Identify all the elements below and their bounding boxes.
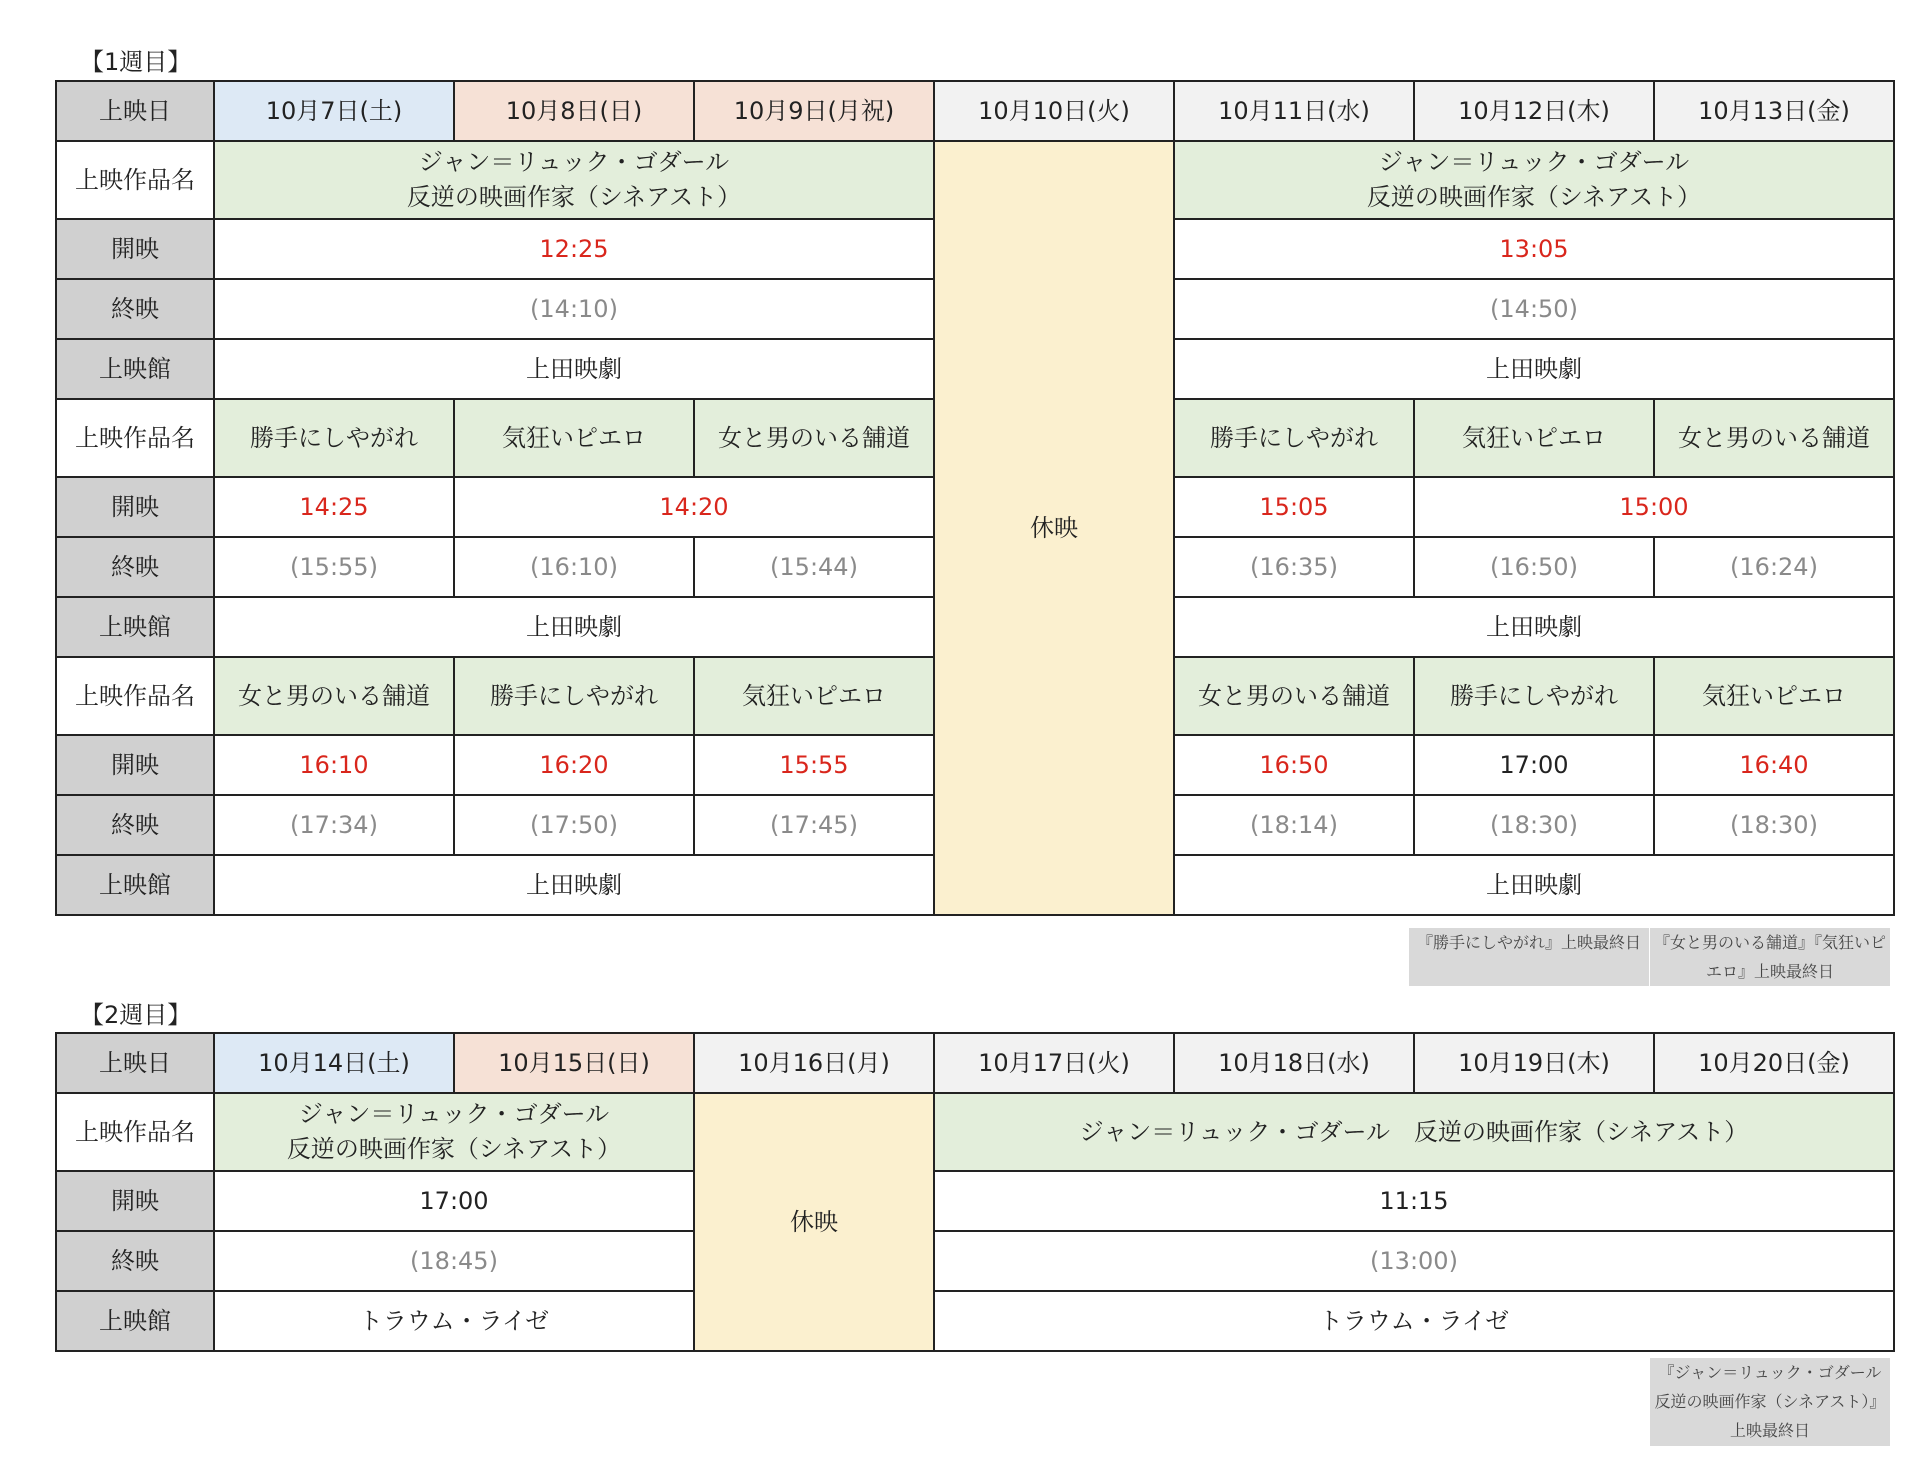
- day-header: 10月17日(火): [934, 1033, 1174, 1093]
- day-header: 10月12日(木): [1414, 81, 1654, 141]
- end-time: (15:44): [694, 537, 934, 597]
- film-title-cell: 気狂いピエロ: [1414, 399, 1654, 477]
- film-title-cell: [1174, 141, 1894, 219]
- start-row: [56, 1171, 1894, 1231]
- end-time: (16:50): [1414, 537, 1654, 597]
- film-title-cell: 勝手にしやがれ: [1174, 399, 1414, 477]
- venue-label: 上映館: [56, 597, 214, 657]
- end-label: 終映: [56, 795, 214, 855]
- end-time: (14:10): [214, 279, 934, 339]
- venue-name: 上田映劇: [214, 855, 934, 915]
- end-row: [56, 1231, 1894, 1291]
- venue-name: トラウム・ライゼ: [934, 1291, 1894, 1351]
- film-title-cell: [214, 141, 934, 219]
- final-day-note: 『勝手にしやがれ』上映最終日: [1409, 928, 1649, 986]
- date-header-label: 上映日: [56, 81, 214, 141]
- film-title-label: 上映作品名: [56, 141, 214, 219]
- start-time: 15:00: [1414, 477, 1894, 537]
- film-title-cell: ジャン＝リュック・ゴダール 反逆の映画作家（シネアスト）: [934, 1093, 1894, 1171]
- week2-schedule-table: [55, 1032, 1895, 1352]
- film-title-line: ジャン＝リュック・ゴダール: [418, 148, 730, 177]
- film-title-cell: 女と男のいる舗道: [694, 399, 934, 477]
- start-label: 開映: [56, 477, 214, 537]
- start-time: 16:50: [1174, 735, 1414, 795]
- start-label: 開映: [56, 219, 214, 279]
- venue-name: 上田映劇: [214, 597, 934, 657]
- film-row: [56, 1093, 1894, 1171]
- film-title-cell: 女と男のいる舗道: [1654, 399, 1894, 477]
- end-time: (18:14): [1174, 795, 1414, 855]
- film-title-cell: 勝手にしやがれ: [454, 657, 694, 735]
- week1-date-header-row: [56, 81, 1894, 141]
- film-title-line: 反逆の映画作家（シネアスト）: [1366, 183, 1702, 211]
- day-header: 10月18日(水): [1174, 1033, 1414, 1093]
- film-title-cell: 女と男のいる舗道: [1174, 657, 1414, 735]
- start-time: 15:55: [694, 735, 934, 795]
- film-title-cell: 気狂いピエロ: [694, 657, 934, 735]
- film-title-cell: [214, 1093, 694, 1171]
- end-time: (18:30): [1654, 795, 1894, 855]
- final-day-note: 『ジャン＝リュック・ゴダール 反逆の映画作家（シネアスト）』上映最終日: [1650, 1358, 1890, 1446]
- end-time: (16:35): [1174, 537, 1414, 597]
- film-title-label: 上映作品名: [56, 657, 214, 735]
- day-header: 10月16日(月): [694, 1033, 934, 1093]
- venue-name: 上田映劇: [214, 339, 934, 399]
- day-header: 10月8日(日): [454, 81, 694, 141]
- final-day-note: 『女と男のいる舗道』『気狂いピエロ』上映最終日: [1650, 928, 1890, 986]
- start-time: 14:20: [454, 477, 934, 537]
- start-time: 12:25: [214, 219, 934, 279]
- day-header: 10月15日(日): [454, 1033, 694, 1093]
- end-label: 終映: [56, 537, 214, 597]
- end-time: (16:10): [454, 537, 694, 597]
- venue-label: 上映館: [56, 855, 214, 915]
- start-time: 16:20: [454, 735, 694, 795]
- film-row: [56, 141, 1894, 219]
- start-time: 11:15: [934, 1171, 1894, 1231]
- venue-label: 上映館: [56, 1291, 214, 1351]
- day-header: 10月19日(木): [1414, 1033, 1654, 1093]
- start-time: 17:00: [214, 1171, 694, 1231]
- end-time: (18:30): [1414, 795, 1654, 855]
- day-header: 10月10日(火): [934, 81, 1174, 141]
- venue-name: 上田映劇: [1174, 597, 1894, 657]
- film-title-label: 上映作品名: [56, 399, 214, 477]
- film-title-cell: 気狂いピエロ: [1654, 657, 1894, 735]
- day-header: 10月11日(水): [1174, 81, 1414, 141]
- week2-heading: 【2週目】: [80, 1001, 192, 1029]
- film-title-cell: 勝手にしやがれ: [1414, 657, 1654, 735]
- day-header: 10月9日(月祝): [694, 81, 934, 141]
- day-header: 10月20日(金): [1654, 1033, 1894, 1093]
- start-time: 16:40: [1654, 735, 1894, 795]
- venue-label: 上映館: [56, 339, 214, 399]
- venue-name: トラウム・ライゼ: [214, 1291, 694, 1351]
- closed-day-cell: 休映: [934, 141, 1174, 915]
- film-title-cell: 気狂いピエロ: [454, 399, 694, 477]
- end-time: (16:24): [1654, 537, 1894, 597]
- day-header: 10月7日(土): [214, 81, 454, 141]
- start-time: 15:05: [1174, 477, 1414, 537]
- week1-heading: 【1週目】: [80, 48, 192, 76]
- start-time: 14:25: [214, 477, 454, 537]
- week2-date-header-row: [56, 1033, 1894, 1093]
- film-title-label: 上映作品名: [56, 1093, 214, 1171]
- film-title-cell: 女と男のいる舗道: [214, 657, 454, 735]
- film-title-line: ジャン＝リュック・ゴダール: [1378, 148, 1690, 177]
- week1-schedule-table: [55, 80, 1895, 916]
- end-time: (17:45): [694, 795, 934, 855]
- venue-row: [56, 1291, 1894, 1351]
- end-time: (13:00): [934, 1231, 1894, 1291]
- start-label: 開映: [56, 1171, 214, 1231]
- end-time: (18:45): [214, 1231, 694, 1291]
- start-label: 開映: [56, 735, 214, 795]
- start-time: 13:05: [1174, 219, 1894, 279]
- end-label: 終映: [56, 279, 214, 339]
- film-title-line: ジャン＝リュック・ゴダール: [298, 1100, 610, 1129]
- start-time: 17:00: [1414, 735, 1654, 795]
- venue-name: 上田映劇: [1174, 855, 1894, 915]
- day-header: 10月13日(金): [1654, 81, 1894, 141]
- film-title-line: 反逆の映画作家（シネアスト）: [286, 1135, 622, 1163]
- film-title-line: 反逆の映画作家（シネアスト）: [406, 183, 742, 211]
- end-label: 終映: [56, 1231, 214, 1291]
- end-time: (15:55): [214, 537, 454, 597]
- end-time: (17:34): [214, 795, 454, 855]
- venue-name: 上田映劇: [1174, 339, 1894, 399]
- film-title-cell: 勝手にしやがれ: [214, 399, 454, 477]
- date-header-label: 上映日: [56, 1033, 214, 1093]
- start-time: 16:10: [214, 735, 454, 795]
- closed-day-cell: 休映: [694, 1093, 934, 1351]
- end-time: (14:50): [1174, 279, 1894, 339]
- day-header: 10月14日(土): [214, 1033, 454, 1093]
- end-time: (17:50): [454, 795, 694, 855]
